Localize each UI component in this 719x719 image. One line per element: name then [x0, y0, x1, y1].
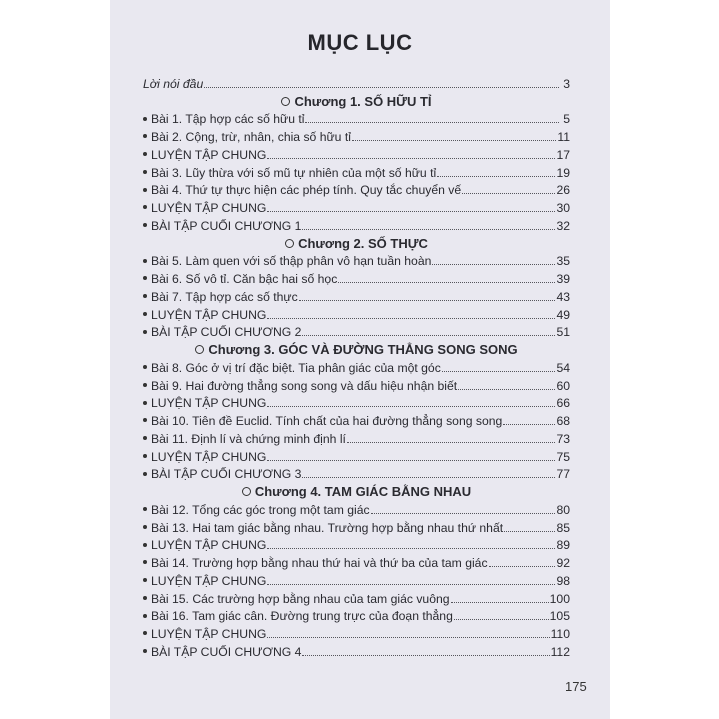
toc-entry: [143, 623, 570, 641]
bullet-icon: [143, 294, 147, 298]
toc-entry-label: Bài 3. Lũy thừa với số mũ tự nhiên của một số hữu tỉ: [151, 165, 437, 180]
toc-entry-page: 5: [563, 112, 570, 127]
dot-leader: [267, 637, 549, 638]
toc-entry: [143, 268, 570, 286]
dot-leader: [432, 264, 555, 265]
dot-leader: [267, 584, 555, 585]
bullet-icon: [143, 560, 147, 564]
dot-leader: [338, 282, 555, 283]
toc-entry-label: LUYỆN TẬP CHUNG: [151, 538, 267, 553]
toc-entry: [143, 552, 570, 570]
bullet-icon: [143, 614, 147, 618]
chapter-heading-text: Chương 2. SỐ THỰC: [298, 235, 428, 251]
toc-entry: [143, 144, 570, 162]
dot-leader: [302, 655, 549, 656]
chapter-heading-text: Chương 3. GÓC VÀ ĐƯỜNG THẲNG SONG SONG: [208, 342, 518, 357]
chapter-heading: [143, 91, 570, 109]
toc-entry-page: 60: [556, 378, 570, 393]
dot-leader: [267, 548, 555, 549]
toc-entry-label: Bài 1. Tập hợp các số hữu tỉ: [151, 112, 305, 127]
toc-entry-label: Bài 16. Tam giác cân. Đường trung trực của đoạn thẳng: [151, 609, 453, 624]
chapter-heading: [143, 481, 570, 499]
dot-leader: [503, 424, 555, 425]
chapter-heading-text: Chương 4. TAM GIÁC BẰNG NHAU: [254, 484, 472, 499]
toc-entry-page: 17: [556, 147, 570, 162]
toc-entry: [143, 570, 570, 588]
toc-entry: [143, 588, 570, 606]
circle-icon: [281, 97, 290, 106]
dot-leader: [352, 140, 556, 141]
toc-entry: [143, 535, 570, 553]
toc-entry-label: Bài 11. Định lí và chứng minh định lí: [151, 431, 346, 446]
dot-leader: [347, 442, 556, 443]
chapter-heading-text: Chương 1. SỐ HỮU TỈ: [294, 93, 432, 109]
dot-leader: [462, 193, 555, 194]
chapter-heading: [143, 233, 570, 251]
dot-leader: [267, 460, 555, 461]
toc-entry-page: 54: [556, 360, 570, 375]
toc-entry: [143, 606, 570, 624]
bullet-icon: [143, 117, 147, 121]
bullet-icon: [143, 134, 147, 138]
circle-icon: [285, 239, 294, 248]
toc-entry: [143, 162, 570, 180]
toc-entry-page: 19: [556, 165, 570, 180]
toc-entry-page: 85: [556, 520, 570, 535]
bullet-icon: [143, 330, 147, 334]
bullet-icon: [143, 507, 147, 511]
toc-entry-label: BÀI TẬP CUỐI CHƯƠNG 4: [151, 644, 302, 659]
toc-entry-label: LUYỆN TẬP CHUNG: [151, 449, 267, 464]
toc-entry-label: Bài 13. Hai tam giác bằng nhau. Trường hợp bằng nhau thứ nhất: [151, 520, 504, 535]
toc-entry-label: LUYỆN TẬP CHUNG: [151, 307, 267, 322]
dot-leader: [299, 300, 556, 301]
toc-entry: [143, 197, 570, 215]
toc-entry-label: Bài 6. Số vô tỉ. Căn bậc hai số học: [151, 272, 338, 286]
dot-leader: [267, 211, 555, 212]
toc-entry-label: LUYỆN TẬP CHUNG: [151, 573, 267, 588]
toc-entry-label: BÀI TẬP CUỐI CHƯƠNG 3: [151, 467, 302, 482]
toc-entry: [143, 428, 570, 446]
toc-entry: [143, 322, 570, 340]
toc-entry-page: 51: [556, 325, 570, 340]
bullet-icon: [143, 188, 147, 192]
toc-entry: [143, 180, 570, 198]
toc-entry-page: 26: [556, 183, 570, 198]
toc-entry-page: 105: [549, 609, 570, 624]
page-number: 175: [565, 679, 587, 694]
bullet-icon: [143, 543, 147, 547]
toc-entry-label: Bài 7. Tập hợp các số thực: [151, 289, 298, 304]
bullet-icon: [143, 312, 147, 316]
dot-leader: [267, 406, 555, 407]
toc-entry-page: 112: [550, 644, 570, 659]
page-title: MỤC LỤC: [307, 30, 413, 55]
toc-entry-page: 43: [556, 289, 570, 304]
toc-entry-page: 3: [563, 76, 570, 91]
toc-entry-page: 77: [556, 467, 570, 482]
toc-entry: [143, 251, 570, 269]
toc-entry-label: LUYỆN TẬP CHUNG: [151, 627, 267, 641]
bullet-icon: [143, 223, 147, 227]
circle-icon: [195, 345, 204, 354]
toc-entry-label: Bài 15. Các trường hợp bằng nhau của tam giác vuông: [151, 591, 450, 606]
dot-leader: [437, 176, 555, 177]
bullet-icon: [143, 649, 147, 653]
toc-entry-page: 89: [556, 538, 570, 553]
toc-entry-page: 39: [556, 272, 570, 286]
toc-entry: [143, 464, 570, 482]
bullet-icon: [143, 418, 147, 422]
toc-entry: [143, 499, 570, 517]
toc-entry-label: Bài 5. Làm quen với số thập phân vô hạn tuần hoàn: [151, 254, 432, 269]
toc-entry-label: LUYỆN TẬP CHUNG: [151, 201, 267, 215]
toc-entry: [143, 446, 570, 464]
bullet-icon: [143, 472, 147, 476]
bullet-icon: [143, 276, 147, 280]
toc-entry-page: 73: [556, 431, 570, 446]
dot-leader: [489, 566, 556, 567]
bullet-icon: [143, 436, 147, 440]
dot-leader: [267, 158, 555, 159]
toc-entry: [143, 304, 570, 322]
toc-entry: [143, 393, 570, 411]
toc-entry-page: 100: [549, 591, 570, 606]
dot-leader: [302, 477, 555, 478]
toc-entry-label: LUYỆN TẬP CHUNG: [151, 396, 267, 411]
bullet-icon: [143, 631, 147, 635]
dot-leader: [451, 602, 549, 603]
toc-entry-label: Bài 14. Trường hợp bằng nhau thứ hai và thứ ba của tam giác: [151, 556, 488, 570]
bullet-icon: [143, 578, 147, 582]
toc-entry-page: 98: [556, 573, 570, 588]
dot-leader: [371, 513, 556, 514]
dot-leader: [454, 619, 549, 620]
dot-leader: [458, 389, 555, 390]
bullet-icon: [143, 365, 147, 369]
toc-entry-page: 11: [557, 130, 570, 144]
bullet-icon: [143, 401, 147, 405]
toc-entry-preface: [143, 73, 570, 91]
toc-entry-page: 49: [556, 307, 570, 322]
toc-entry-label: Bài 8. Góc ở vị trí đặc biệt. Tia phân giác của một góc: [151, 360, 441, 375]
dot-leader: [204, 87, 559, 88]
bullet-icon: [143, 259, 147, 263]
dot-leader: [302, 335, 555, 336]
toc-entry-label: Bài 9. Hai đường thẳng song song và dấu hiệu nhận biết: [151, 378, 458, 393]
toc-entry-page: 75: [556, 449, 570, 464]
toc-entry-label: Bài 12. Tổng các góc trong một tam giác: [151, 502, 370, 517]
bullet-icon: [143, 596, 147, 600]
dot-leader: [302, 229, 555, 230]
dot-leader: [442, 371, 556, 372]
toc-entry: [143, 641, 570, 659]
toc-entry-page: 110: [550, 627, 570, 641]
toc-entry-page: 30: [556, 201, 570, 215]
toc-entry-page: 80: [556, 502, 570, 517]
bullet-icon: [143, 205, 147, 209]
toc-entry: [143, 517, 570, 535]
toc-entry-page: 32: [556, 218, 570, 233]
toc-entry-label: BÀI TẬP CUỐI CHƯƠNG 2: [151, 325, 302, 340]
dot-leader: [267, 318, 555, 319]
toc-entry-label: Bài 4. Thứ tự thực hiện các phép tính. Quy tắc chuyển vế: [151, 183, 462, 198]
bullet-icon: [143, 383, 147, 387]
toc-entry-page: 35: [556, 254, 570, 269]
toc-entry: [143, 126, 570, 144]
bullet-icon: [143, 525, 147, 529]
toc-entry-label: Bài 2. Cộng, trừ, nhân, chia số hữu tỉ: [151, 130, 351, 144]
dot-leader: [504, 531, 555, 532]
toc-entry-page: 68: [556, 414, 570, 428]
toc-entry: [143, 215, 570, 233]
circle-icon: [242, 487, 251, 496]
toc-entry: [143, 109, 570, 127]
toc-entry-label: LUYỆN TẬP CHUNG: [151, 147, 267, 162]
toc-entry-label: BÀI TẬP CUỐI CHƯƠNG 1: [151, 218, 302, 233]
bullet-icon: [143, 152, 147, 156]
table-of-contents: [143, 73, 570, 659]
bullet-icon: [143, 170, 147, 174]
bullet-icon: [143, 454, 147, 458]
toc-entry: [143, 410, 570, 428]
dot-leader: [305, 122, 559, 123]
toc-entry-label: Bài 10. Tiên đề Euclid. Tính chất của hai đường thẳng song song: [151, 414, 503, 428]
toc-entry-page: 92: [556, 556, 570, 570]
toc-entry: [143, 357, 570, 375]
toc-entry-page: 66: [556, 396, 570, 411]
toc-entry-label: Lời nói đầu: [143, 76, 204, 91]
toc-entry: [143, 286, 570, 304]
toc-entry: [143, 375, 570, 393]
chapter-heading: [143, 339, 570, 357]
